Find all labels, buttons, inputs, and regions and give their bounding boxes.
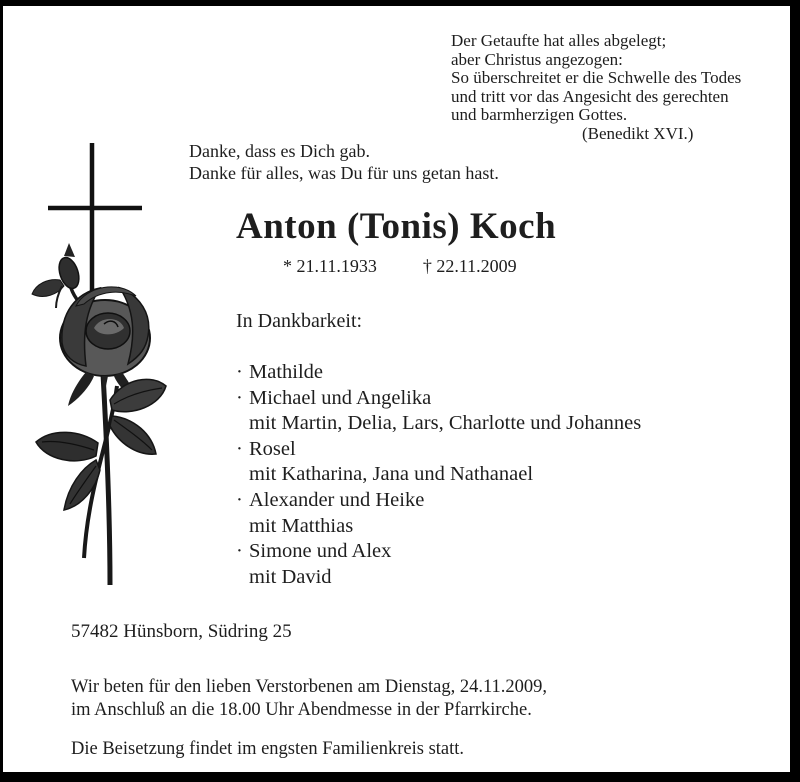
quote-line: Der Getaufte hat alles abgelegt; (451, 31, 667, 50)
burial-note: Die Beisetzung findet im engsten Familienkreis statt. (71, 739, 465, 759)
mass-announcement-line: im Anschluß an die 18.00 Uhr Abendmesse in der Pfarrkirche. (71, 699, 532, 720)
mourner-line (236, 360, 641, 386)
mourner-name: Simone und Alex (249, 540, 392, 563)
bullet: · (236, 361, 243, 383)
quote-line: aber Christus angezogen: (451, 49, 623, 69)
mass-announcement (71, 676, 547, 721)
mourner-name: Alexander und Heike (249, 488, 425, 511)
mass-announcement-line: Wir beten für den lieben Verstorbenen am Dienstag, 24.11.2009, (71, 677, 548, 697)
thanks-message (189, 141, 499, 184)
bullet: · (236, 437, 243, 460)
death-date: † 22.11.2009 (422, 256, 517, 276)
life-dates (283, 256, 517, 277)
mourner-name: Michael und Angelika (249, 386, 432, 409)
rose-icon (32, 243, 166, 585)
frame-left-border (0, 0, 3, 782)
mourners-list (236, 360, 641, 590)
quote-line: So überschreitet er die Schwelle des Todes (451, 68, 742, 87)
quote-line: und barmherzigen Gottes. (451, 105, 628, 124)
frame-right-border (790, 0, 800, 782)
mourner-line (236, 386, 641, 412)
thanks-line: Danke, dass es Dich gab. (189, 141, 370, 161)
thanks-line: Danke für alles, was Du für uns getan hast. (189, 162, 499, 183)
mourner-line (236, 488, 641, 514)
birth-date: * 21.11.1933 (283, 256, 377, 276)
mourner-line (236, 437, 641, 463)
address: 57482 Hünsborn, Südring 25 (71, 621, 292, 642)
mourner-name: Rosel (249, 437, 296, 460)
mourner-children-line: mit Katharina, Jana und Nathanael (249, 463, 534, 486)
quote-line: und tritt vor das Angesicht des gerechten (451, 86, 729, 106)
cross-and-rose-illustration (24, 138, 184, 593)
bullet: · (236, 540, 243, 563)
mourner-children-line: mit David (249, 565, 332, 588)
bullet: · (236, 386, 243, 409)
frame-bottom-border (0, 772, 800, 782)
mourner-children-line: mit Martin, Delia, Lars, Charlotte und Johannes (249, 412, 642, 435)
religious-quote (451, 32, 741, 143)
mourner-children-line: mit Matthias (249, 514, 354, 537)
bullet: · (236, 488, 243, 511)
gratitude-heading: In Dankbarkeit: (236, 310, 363, 332)
quote-attribution: (Benedikt XVI.) (582, 123, 694, 143)
frame-top-border (0, 0, 800, 6)
deceased-name: Anton (Tonis) Koch (236, 206, 557, 247)
mourner-line (236, 539, 641, 565)
mourner-name: Mathilde (249, 361, 324, 383)
